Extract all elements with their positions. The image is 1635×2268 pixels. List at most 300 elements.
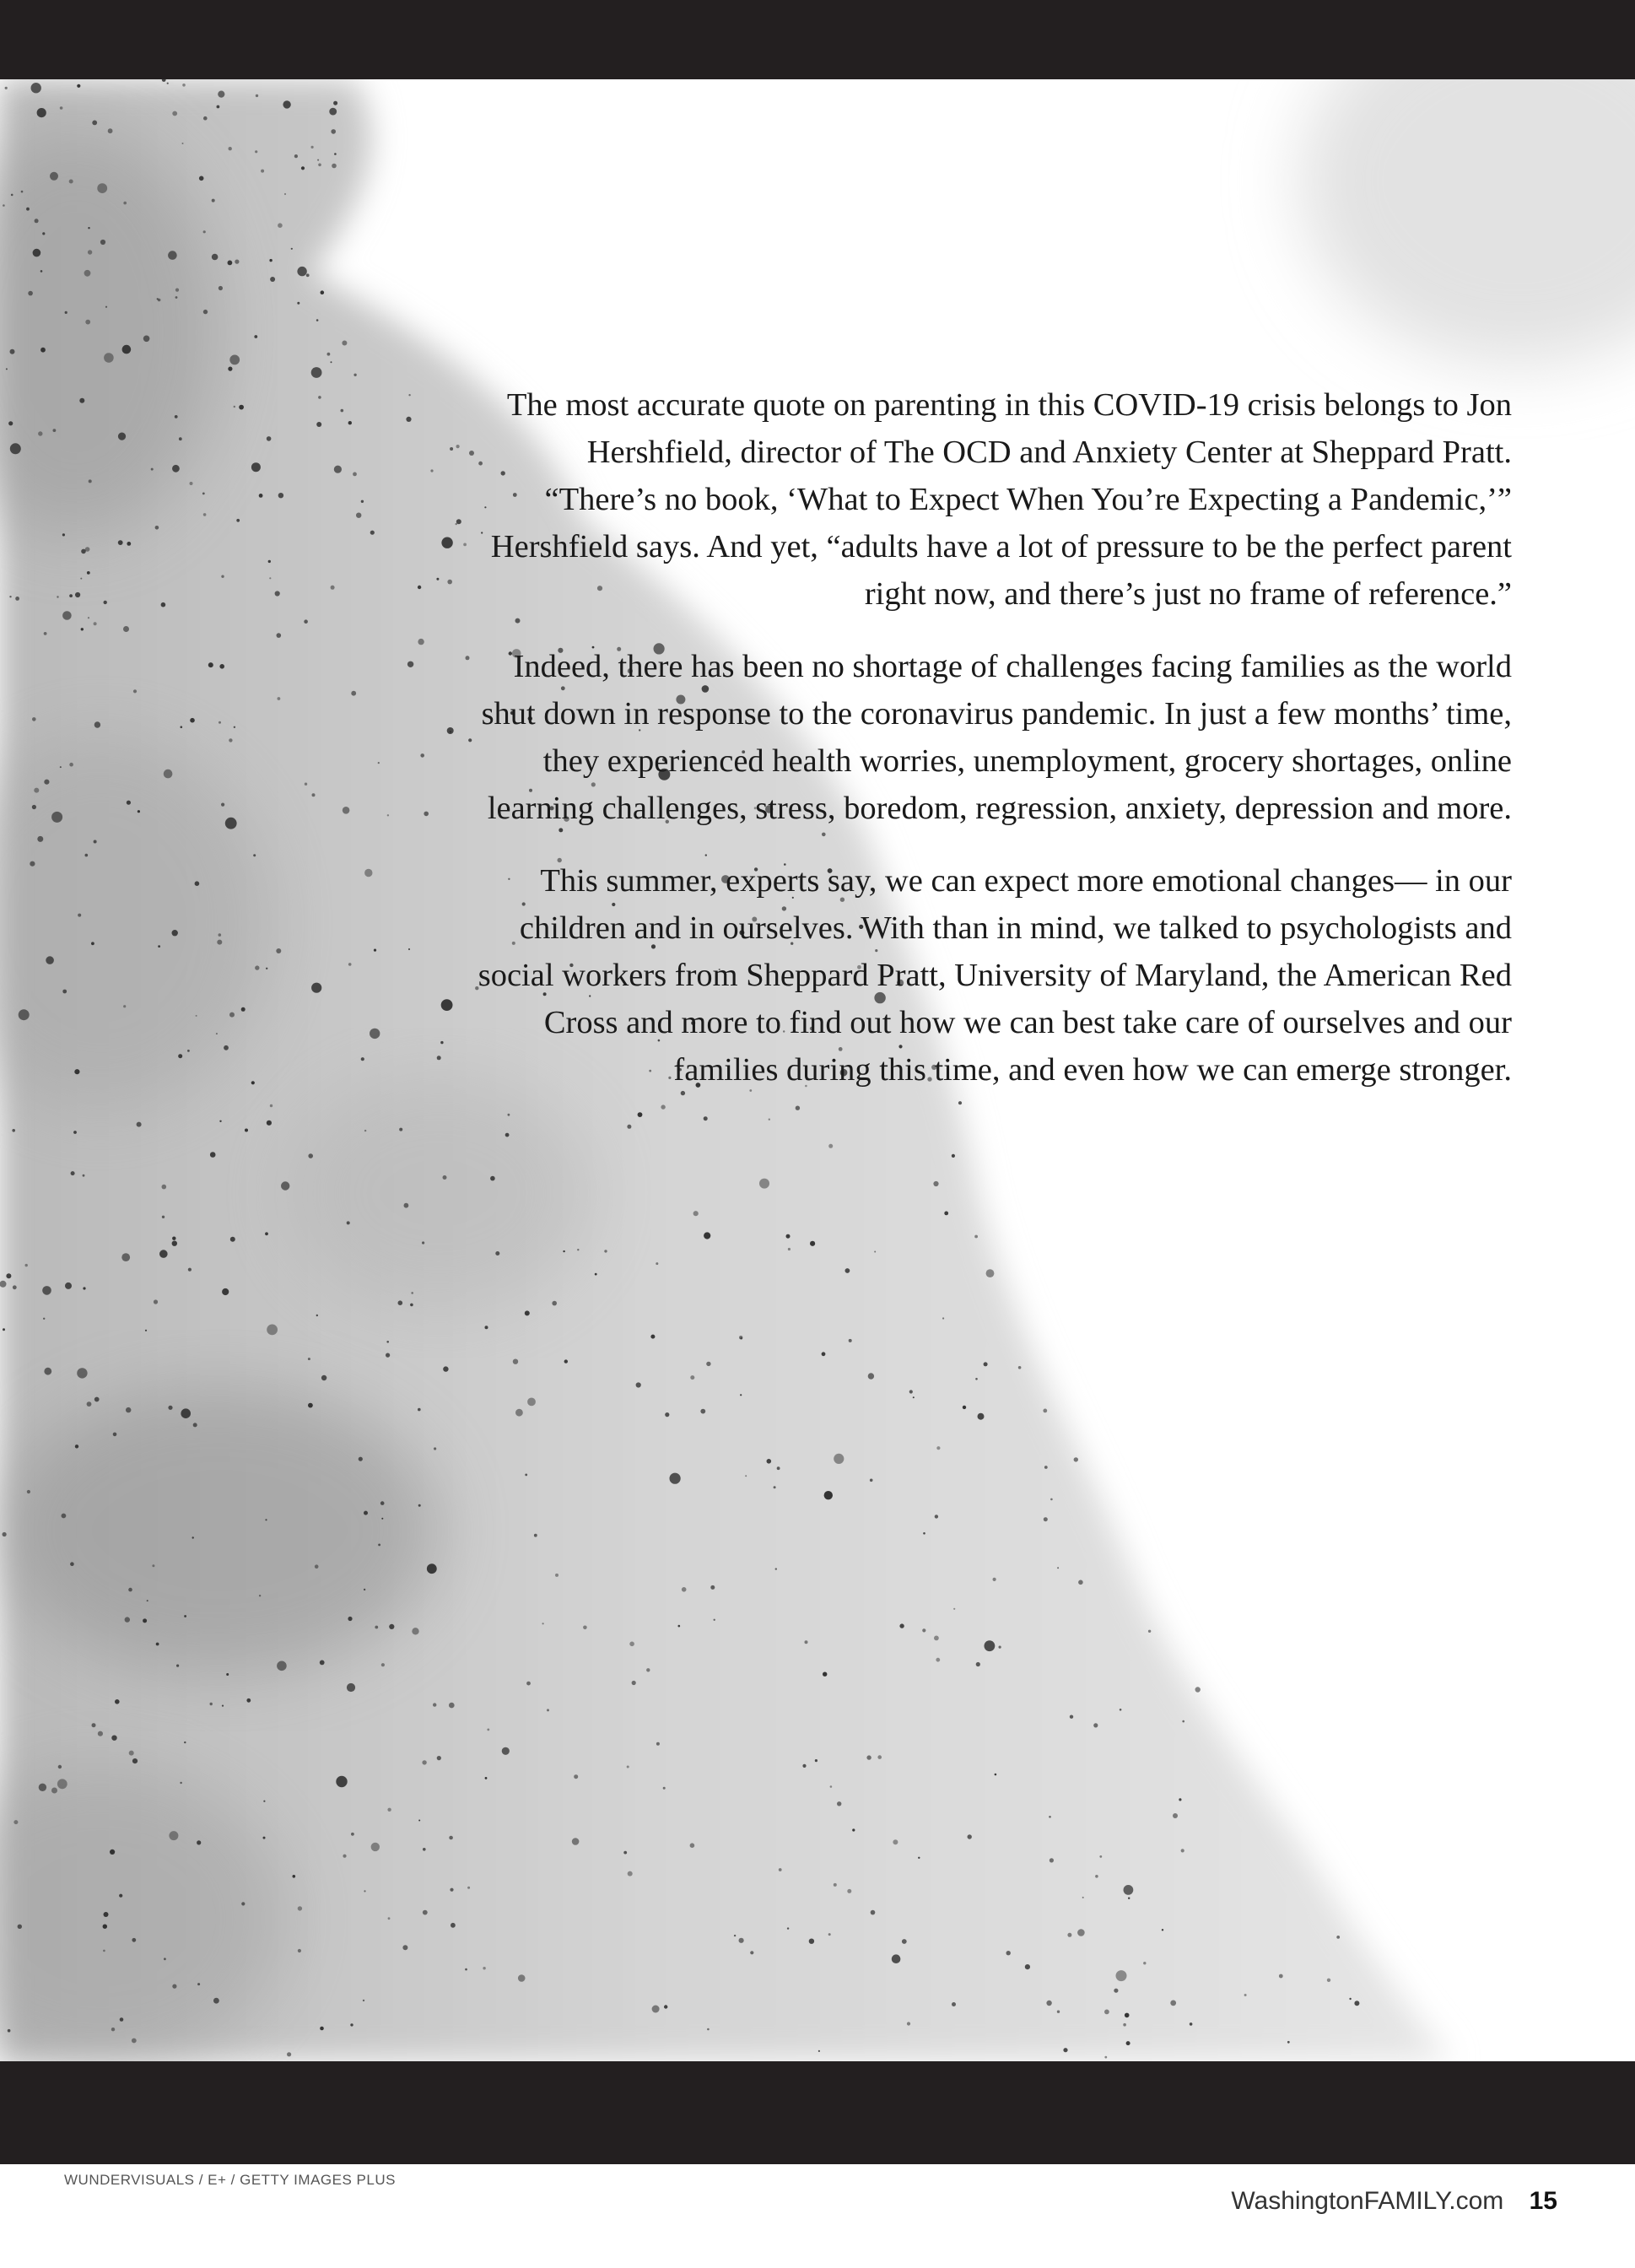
ink-speck (434, 1447, 436, 1450)
ink-speck (38, 431, 42, 435)
ink-speck (229, 147, 232, 150)
ink-speck (350, 2023, 353, 2026)
ink-speck (297, 267, 306, 276)
ink-speck (700, 1409, 705, 1414)
ink-speck (60, 106, 63, 110)
ink-speck (133, 689, 137, 693)
ink-speck (84, 270, 91, 277)
ink-speck (254, 335, 257, 338)
ink-speck (1162, 1929, 1163, 1930)
ink-speck (154, 1299, 158, 1304)
ink-speck (380, 1501, 385, 1505)
ink-speck (197, 1840, 201, 1844)
ink-speck (320, 1660, 325, 1666)
ink-speck (976, 1662, 980, 1666)
ink-speck (1124, 1885, 1134, 1895)
ink-speck (276, 948, 281, 953)
ink-speck (236, 519, 240, 522)
ink-speck (253, 854, 256, 856)
ink-speck (1244, 1994, 1247, 1996)
ink-speck (1126, 2041, 1130, 2045)
ink-speck (1025, 1964, 1030, 1969)
ink-speck (172, 465, 180, 472)
ink-speck (193, 1423, 197, 1427)
ink-speck (225, 818, 237, 829)
ink-speck (143, 336, 150, 343)
ink-speck (868, 1373, 874, 1379)
ink-speck (311, 367, 322, 378)
ink-speck (229, 1012, 235, 1018)
ink-speck (39, 1784, 46, 1791)
ink-speck (88, 617, 89, 618)
ink-speck (291, 248, 293, 250)
ink-speck (203, 310, 208, 314)
ink-speck (767, 1459, 772, 1464)
ink-speck (1078, 1580, 1083, 1585)
ink-speck (169, 1831, 178, 1840)
ink-speck (77, 1368, 87, 1378)
ink-speck (456, 445, 460, 448)
ink-speck (388, 1917, 391, 1920)
ink-speck (547, 1709, 549, 1711)
ink-speck (32, 717, 36, 721)
ink-speck (387, 1808, 391, 1812)
ink-speck (440, 1041, 443, 1044)
ink-speck (270, 277, 275, 282)
ink-speck (786, 1234, 791, 1239)
ink-speck (1279, 1974, 1283, 1979)
ink-speck (828, 1933, 831, 1936)
ink-speck (1050, 1858, 1054, 1862)
ink-speck (91, 942, 94, 945)
ink-speck (418, 639, 424, 645)
ink-speck (412, 1628, 418, 1634)
ink-speck (450, 447, 453, 451)
ink-speck (351, 1833, 354, 1836)
ink-speck (69, 180, 73, 184)
ink-speck (893, 1839, 898, 1844)
ink-speck (277, 1661, 287, 1671)
ink-speck (664, 2005, 667, 2008)
ink-speck (670, 1473, 681, 1484)
ink-speck (678, 1625, 681, 1628)
ink-speck (629, 1642, 634, 1647)
ink-speck (437, 1056, 441, 1060)
ink-speck (175, 415, 178, 418)
ink-speck (104, 1912, 109, 1917)
ink-speck (468, 738, 472, 742)
ink-speck (73, 1131, 77, 1134)
ink-speck (6, 368, 8, 370)
ink-speck (936, 1446, 940, 1450)
ink-speck (81, 628, 84, 630)
ink-speck (665, 1412, 669, 1417)
ink-speck (210, 1703, 213, 1705)
ink-speck (69, 763, 73, 767)
ink-speck (103, 1925, 107, 1929)
ink-speck (656, 1742, 660, 1746)
ink-speck (656, 1262, 658, 1265)
ink-speck (343, 1855, 346, 1858)
ink-speck (1148, 1630, 1151, 1633)
ink-speck (907, 2022, 910, 2025)
ink-speck (944, 1212, 948, 1216)
ink-speck (918, 1857, 920, 1859)
ink-speck (443, 1366, 448, 1371)
ink-speck (818, 2050, 820, 2052)
ink-speck (182, 84, 186, 87)
ink-speck (810, 1241, 815, 1246)
ink-speck (321, 1375, 326, 1380)
ink-speck (327, 353, 331, 356)
ink-speck (75, 1444, 78, 1448)
ink-speck (974, 1235, 978, 1239)
ink-speck (321, 290, 325, 294)
ink-speck (877, 1755, 882, 1759)
ink-speck (378, 1544, 380, 1547)
ink-speck (156, 1643, 159, 1646)
ink-speck (270, 1104, 272, 1107)
ink-speck (263, 1801, 265, 1802)
ink-speck (436, 578, 439, 580)
ink-speck (823, 1672, 827, 1677)
ink-speck (83, 1174, 85, 1177)
ink-speck (1125, 2013, 1130, 2018)
ink-speck (1123, 2023, 1126, 2027)
ink-speck (404, 1203, 409, 1208)
ink-speck (181, 726, 183, 728)
ink-speck (259, 494, 263, 498)
ink-speck (515, 1409, 523, 1417)
ink-speck (269, 577, 271, 579)
ink-speck (121, 1253, 130, 1261)
ink-speck (46, 956, 54, 964)
ink-speck (79, 398, 84, 403)
ink-speck (62, 611, 72, 620)
ink-speck (203, 230, 206, 233)
ink-speck (85, 320, 90, 325)
ink-speck (787, 1927, 789, 1929)
ink-speck (161, 602, 166, 608)
ink-speck (255, 965, 259, 969)
ink-speck (251, 1081, 255, 1084)
ink-speck (77, 84, 80, 88)
ink-speck (58, 1765, 62, 1768)
ink-speck (316, 422, 321, 427)
ink-speck (423, 1910, 428, 1915)
ink-speck (824, 1491, 833, 1499)
ink-speck (1043, 1409, 1047, 1413)
ink-speck (50, 172, 58, 181)
ink-speck (1143, 1962, 1146, 1964)
ink-speck (94, 622, 97, 625)
ink-speck (51, 1788, 57, 1794)
ink-speck (221, 803, 224, 807)
ink-speck (583, 1626, 587, 1630)
ink-speck (984, 1362, 988, 1366)
ink-speck (526, 1682, 531, 1686)
ink-speck (427, 1563, 437, 1574)
ink-speck (342, 341, 347, 346)
ink-speck (283, 100, 290, 108)
photo-credit: WUNDERVISUALS / E+ / GETTY IMAGES PLUS (64, 2172, 396, 2188)
ink-speck (62, 990, 67, 994)
ink-speck (371, 1843, 380, 1851)
ink-speck (408, 948, 410, 950)
ink-speck (128, 1588, 132, 1592)
ink-speck (42, 232, 45, 235)
ink-speck (298, 1949, 301, 1952)
ink-speck (265, 1232, 268, 1235)
ink-speck (423, 1848, 426, 1851)
ink-speck (399, 1128, 402, 1131)
ink-speck (1067, 1933, 1071, 1937)
ink-speck (65, 311, 67, 314)
ink-speck (663, 1787, 666, 1790)
ink-speck (934, 1636, 939, 1641)
ink-speck (78, 914, 81, 917)
ink-speck (70, 1562, 74, 1566)
ink-speck (866, 1755, 871, 1759)
ink-speck (104, 601, 107, 604)
ink-speck (311, 983, 321, 993)
ink-speck (707, 2028, 710, 2031)
ink-speck (219, 721, 221, 724)
page-footer (1231, 2187, 1557, 2216)
ink-speck (113, 1433, 117, 1437)
ink-speck (228, 261, 233, 266)
ink-speck (245, 1129, 248, 1132)
ink-speck (353, 374, 356, 376)
ink-speck (828, 1144, 833, 1148)
ink-speck (986, 1269, 995, 1277)
ink-speck (837, 1801, 841, 1806)
ink-speck (317, 159, 319, 161)
ink-speck (278, 697, 281, 700)
ink-speck (298, 1906, 302, 1910)
ink-speck (1104, 2010, 1109, 2015)
ink-speck (985, 1640, 996, 1651)
ink-speck (332, 164, 337, 169)
ink-speck (975, 1378, 978, 1380)
ink-speck (734, 1935, 736, 1936)
ink-speck (852, 1828, 855, 1831)
ink-speck (331, 361, 332, 363)
ink-speck (993, 1578, 996, 1581)
ink-speck (228, 367, 232, 371)
ink-speck (805, 1640, 808, 1644)
ink-speck (294, 154, 298, 158)
ink-speck (356, 513, 361, 518)
ink-speck (111, 2028, 115, 2031)
ink-speck (15, 597, 19, 601)
ink-speck (424, 812, 429, 817)
ink-speck (34, 788, 39, 793)
ink-speck (182, 143, 184, 144)
ink-speck (203, 513, 207, 516)
ink-speck (60, 766, 62, 768)
ink-speck (110, 1850, 115, 1855)
ink-speck (30, 861, 35, 867)
ink-speck (74, 1069, 79, 1074)
ink-speck (219, 664, 224, 669)
ink-speck (305, 783, 307, 786)
ink-speck (157, 298, 159, 300)
ink-speck (234, 406, 235, 408)
ink-speck (277, 633, 282, 638)
ink-speck (505, 1133, 510, 1137)
ink-speck (407, 662, 413, 667)
ink-speck (127, 542, 131, 546)
ink-speck (27, 1490, 30, 1493)
ink-speck (693, 1211, 699, 1216)
ink-speck (179, 437, 182, 440)
ink-speck (213, 1998, 219, 2004)
ink-speck (267, 1325, 278, 1336)
ink-speck (802, 1764, 806, 1768)
ink-speck (1044, 1517, 1048, 1521)
ink-speck (1336, 1936, 1340, 1939)
ink-speck (1349, 1998, 1351, 2000)
ink-speck (646, 1668, 650, 1671)
ink-speck (89, 479, 92, 483)
ink-speck (381, 1518, 383, 1520)
ink-speck (845, 1268, 850, 1273)
ink-speck (164, 1958, 166, 1960)
ink-speck (1006, 1951, 1011, 1955)
ink-speck (364, 1589, 365, 1590)
ink-speck (422, 1760, 426, 1764)
ink-speck (1170, 2001, 1176, 2006)
ink-speck (1063, 2048, 1067, 2052)
ink-speck (255, 150, 257, 153)
ink-speck (12, 1129, 15, 1132)
ink-speck (777, 1466, 780, 1470)
ink-speck (108, 128, 113, 133)
ink-speck (267, 1120, 272, 1126)
ink-speck (184, 1742, 186, 1743)
ink-speck (132, 1938, 136, 1942)
ink-speck (311, 146, 314, 148)
ink-speck (219, 286, 223, 290)
ink-speck (217, 105, 220, 109)
ink-speck (172, 1984, 176, 1989)
ink-speck (953, 1608, 955, 1610)
ink-speck (525, 1474, 527, 1477)
ink-speck (710, 1585, 715, 1590)
ink-speck (202, 493, 205, 495)
ink-speck (172, 930, 178, 936)
ink-speck (320, 2027, 324, 2031)
ink-speck (690, 1843, 695, 1848)
ink-speck (33, 249, 41, 257)
ink-speck (933, 1181, 938, 1186)
ink-speck (706, 1362, 710, 1366)
ink-speck (632, 1681, 636, 1685)
ink-speck (1077, 1929, 1085, 1936)
ink-speck (347, 1221, 350, 1224)
ink-speck (62, 533, 65, 536)
ink-speck (178, 1054, 182, 1058)
ink-speck (32, 805, 36, 809)
ink-speck (527, 1398, 536, 1407)
ink-speck (13, 1285, 17, 1289)
ink-speck (467, 1887, 470, 1889)
ink-speck (287, 2052, 291, 2056)
ink-speck (266, 968, 267, 969)
page-number: 15 (1529, 2187, 1557, 2215)
ink-speck (847, 1889, 851, 1893)
ink-speck (100, 240, 105, 245)
ink-speck (44, 780, 49, 785)
ink-speck (525, 1310, 530, 1315)
ink-speck (341, 409, 344, 413)
ink-speck (364, 1511, 368, 1515)
ink-speck (297, 302, 299, 305)
ink-speck (210, 1152, 216, 1158)
ink-speck (42, 1286, 51, 1295)
ink-speck (636, 1382, 641, 1387)
ink-speck (999, 1646, 1001, 1649)
ink-speck (1179, 1798, 1181, 1801)
ink-speck (188, 1268, 192, 1272)
ink-speck (241, 1902, 245, 1905)
ink-speck (331, 586, 335, 590)
ink-speck (370, 531, 375, 535)
ink-speck (115, 1699, 120, 1704)
ink-speck (226, 1673, 229, 1676)
ink-speck (381, 1663, 385, 1666)
ink-speck (308, 1403, 313, 1408)
ink-speck (31, 83, 41, 93)
ink-speck (418, 1820, 420, 1822)
ink-speck (361, 500, 364, 503)
ink-speck (278, 223, 283, 228)
ink-speck (968, 1834, 972, 1839)
ink-speck (487, 1729, 489, 1731)
ink-speck (284, 193, 286, 195)
ink-speck (88, 250, 92, 254)
ink-speck (37, 108, 46, 117)
ink-speck (132, 1758, 138, 1763)
ink-speck (203, 116, 208, 121)
ink-speck (447, 580, 452, 585)
ink-speck (87, 1401, 92, 1407)
ink-speck (175, 296, 178, 299)
ink-speck (935, 1515, 938, 1518)
ink-speck (316, 1315, 318, 1316)
ink-speck (316, 319, 319, 321)
ink-speck (278, 493, 283, 498)
ink-speck (196, 1015, 197, 1017)
ink-speck (235, 260, 239, 264)
ink-speck (94, 721, 100, 727)
ink-speck (162, 1216, 165, 1218)
ink-speck (138, 810, 140, 813)
ink-speck (158, 945, 160, 948)
ink-speck (197, 1983, 200, 1985)
ink-speck (83, 1287, 85, 1289)
ink-speck (849, 1339, 852, 1342)
ink-speck (1095, 1875, 1098, 1878)
ink-speck (834, 1454, 844, 1464)
bottom-bar (0, 2061, 1635, 2164)
ink-speck (195, 881, 200, 886)
ink-speck (301, 166, 305, 170)
ink-speck (19, 1009, 30, 1020)
ink-speck (164, 770, 173, 779)
ink-speck (81, 549, 86, 554)
